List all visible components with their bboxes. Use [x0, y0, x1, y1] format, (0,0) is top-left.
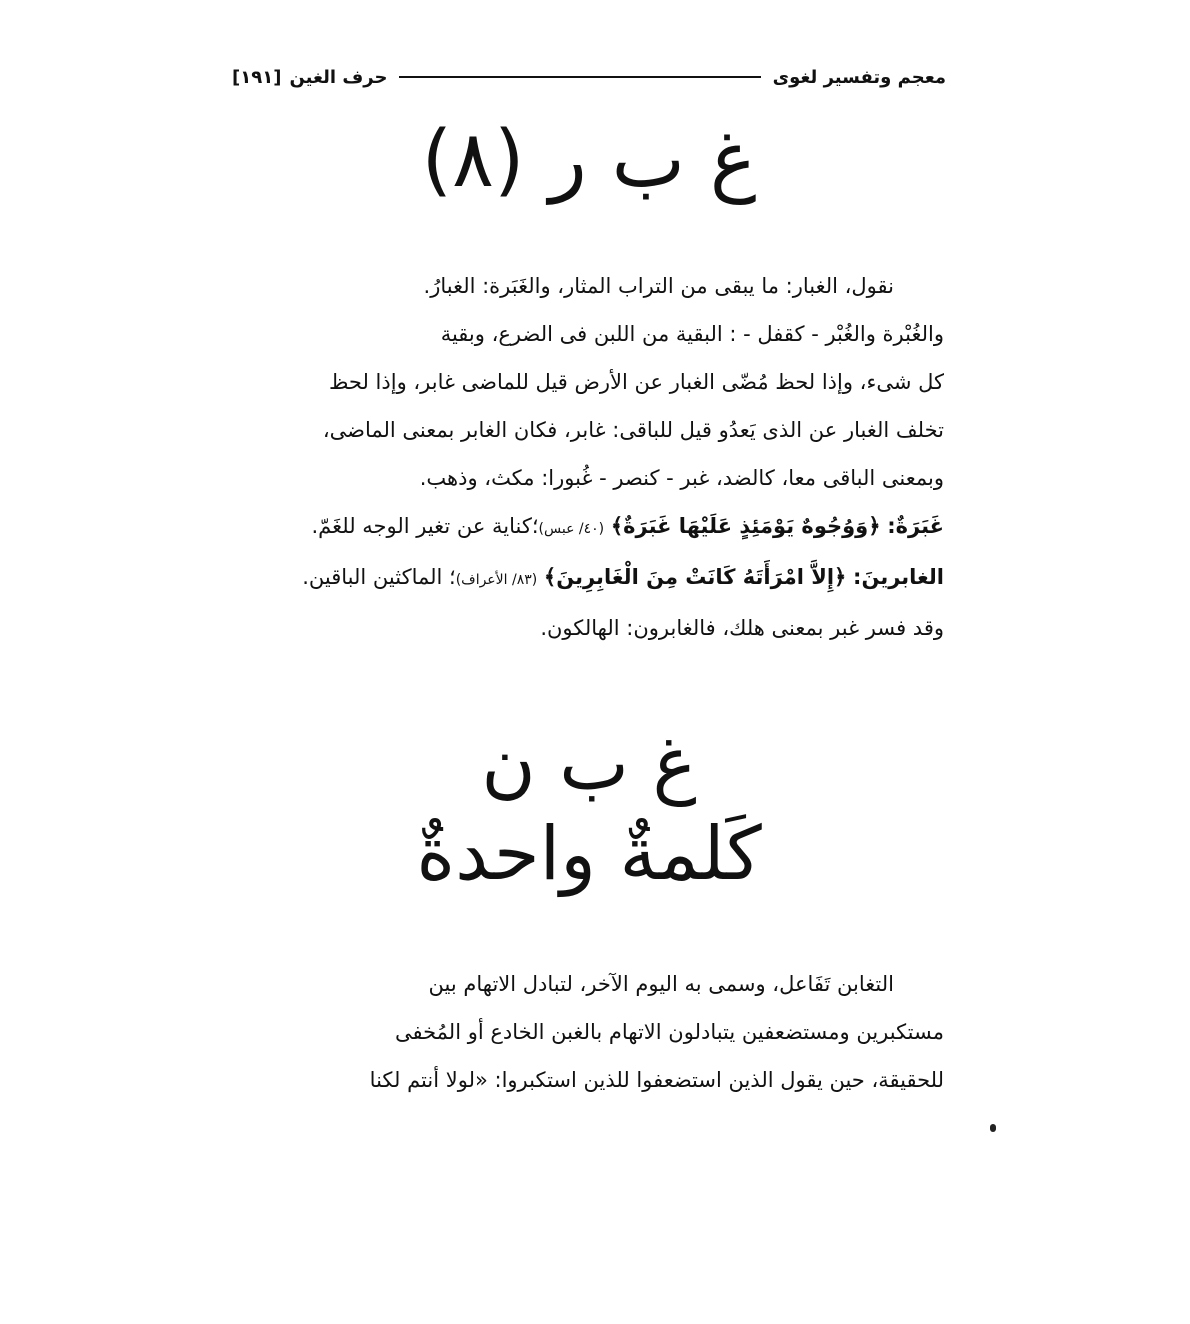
text-line: مستكبرين ومستضعفين يتبادلون الاتهام بالغبن الخادع أو المُخفى [394, 1020, 944, 1044]
quran-entry [236, 502, 944, 553]
entry-ghbn-body [236, 960, 944, 1104]
text-line: للحقيقة، حين يقول الذين استضعفوا للذين استكبروا: «لولا أنتم لكنا [369, 1068, 944, 1092]
root-heading-ghbn: غ ب ن [481, 721, 697, 807]
entry-ghbr-body [236, 262, 944, 652]
text-line: نقول، الغبار: ما يبقى من التراب المثار، والغَبَرة: الغبارُ. [423, 274, 894, 298]
quran-entry [236, 553, 944, 604]
text-line: التغابن تَفَاعل، وسمى به اليوم الآخر، لتبادل الاتهام بين [428, 972, 894, 996]
header-rule [399, 76, 760, 78]
entry-term: غَبَرَةٌ: [887, 514, 944, 538]
verse-reference: (٨٣/ الأعراف) [455, 572, 538, 588]
quran-verse: ﴿إِلاَّ امْرَأَتَهُ كَانَتْ مِنَ الْغَابِرِينَ﴾ [543, 565, 847, 589]
text-line: تخلف الغبار عن الذى يَعدُو قيل للباقى: غابر، فكان الغابر بمعنى الماضى، [322, 418, 944, 442]
root-heading-ghbr: غ ب ر (٨) [421, 115, 757, 205]
quran-verse: ﴿وَوُجُوهٌ يَوْمَئِذٍ عَلَيْهَا غَبَرَةٌ﴾ [610, 514, 881, 538]
text-line: والغُبْرة والغُبْر - كقفل - : البقية من اللبن فى الضرع، وبقية [440, 322, 944, 346]
text-line: كل شىء، وإذا لحظ مُضّى الغبار عن الأرض قيل للماضى غابر، وإذا لحظ [328, 370, 944, 394]
text-line: وقد فسر غبر بمعنى هلك، فالغابرون: الهالكون. [540, 616, 944, 640]
entry-explanation: ؛ الماكثين الباقين. [302, 565, 456, 589]
root-subheading: كَلمةٌ واحدةٌ [416, 811, 762, 897]
entry-term: الغابرينَ: [853, 565, 944, 589]
chapter-title: حرف الغين [289, 66, 388, 88]
scan-speck [990, 1124, 996, 1132]
page-number: [١٩١] [232, 66, 282, 88]
verse-reference: (٤٠/ عبس) [538, 521, 605, 537]
book-title: معجم وتفسير لغوى [772, 66, 946, 88]
entry-explanation: ؛كناية عن تغير الوجه للغَمّ. [311, 514, 539, 538]
running-header [232, 60, 946, 94]
text-line: وبمعنى الباقى معا، كالضد، غبر - كنصر - غُبورا: مكث، وذهب. [419, 466, 944, 490]
